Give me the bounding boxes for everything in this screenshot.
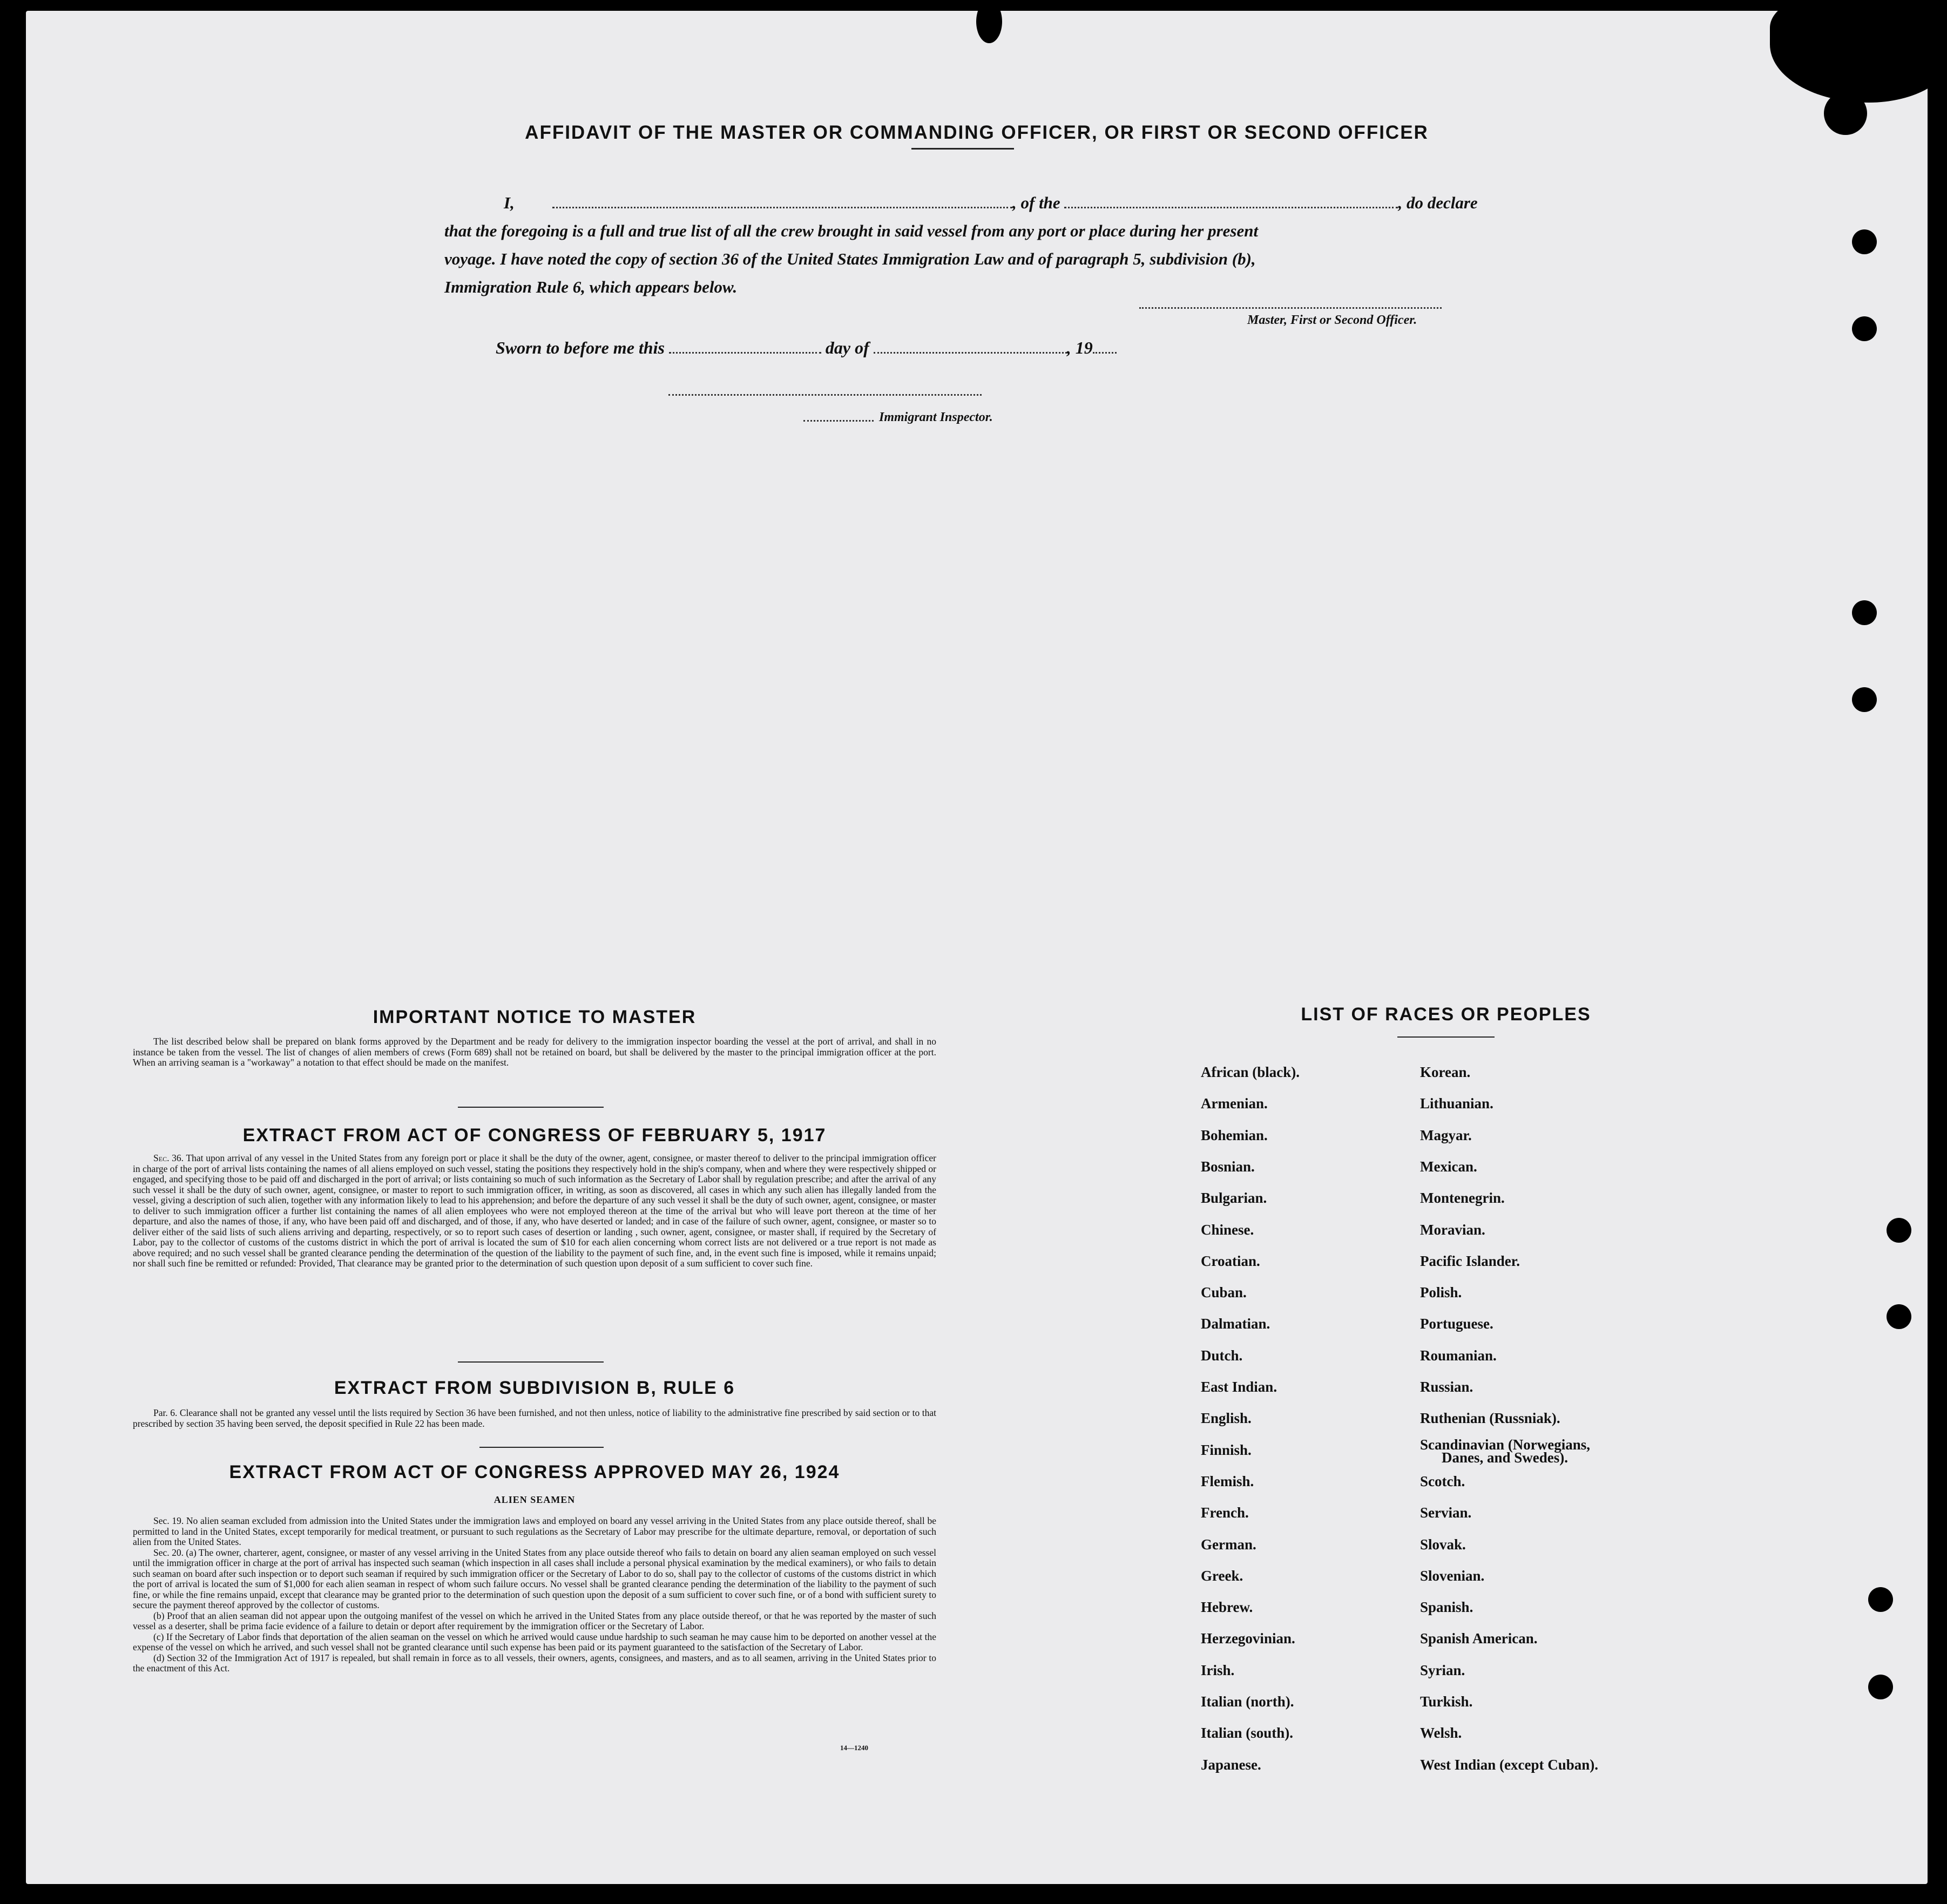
- notice-divider: [458, 1107, 604, 1108]
- affidavit-line-1: I, , of the , do declare: [504, 193, 1478, 212]
- punch-hole: [1887, 1218, 1911, 1243]
- title-divider: [911, 148, 1014, 150]
- affidavit-line-3: voyage. I have noted the copy of section 36 of the United States Immigration Law and of paragraph 5, subdivision (b),: [444, 249, 1256, 268]
- race-item: Scandinavian (Norwegians,: [1420, 1437, 1591, 1453]
- race-item: Mexican.: [1420, 1158, 1477, 1175]
- race-item: Croatian.: [1201, 1253, 1260, 1269]
- race-item: East Indian.: [1201, 1379, 1277, 1395]
- notice-text: The list described below shall be prepared on blank forms approved by the Department and be ready for delivery to the immigration inspector boarding the vessel at the port of arrival, and shall in no instance be taken from the vessel. The list of changes of alien members of crews (Form 689) shall not be retained on board, but shall be delivered by the master to the principal immigration officer at the port. When an arriving seaman is a "workaway" a notation to that effect should be made on the manifest.: [133, 1036, 936, 1068]
- race-item: Hebrew.: [1201, 1599, 1253, 1615]
- race-item: Armenian.: [1201, 1095, 1268, 1112]
- race-item: Syrian.: [1420, 1662, 1465, 1678]
- race-item: Bohemian.: [1201, 1127, 1268, 1143]
- extract-rule6-text: Par. 6. Clearance shall not be granted any vessel until the lists required by Section 36 have been furnished, and not then unless, notice of liability to the administrative fine prescribed by said section or to that prescribed by section 35 having been served, the deposit specified in Rule 22 has been made.: [133, 1407, 936, 1429]
- punch-hole: [1887, 1304, 1911, 1329]
- race-item: Spanish.: [1420, 1599, 1473, 1615]
- punch-hole: [1852, 316, 1877, 341]
- affidavit-line-2: that the foregoing is a full and true list of all the crew brought in said vessel from any port or place during her present: [444, 221, 1259, 240]
- torn-edge-top: [976, 0, 1002, 43]
- form-number: 14—1240: [840, 1744, 868, 1752]
- race-item: German.: [1201, 1536, 1256, 1553]
- master-signature-line[interactable]: [1139, 305, 1442, 309]
- sworn-day-blank[interactable]: [669, 345, 821, 354]
- extract-1917-divider: [458, 1361, 604, 1363]
- extract-1924-subtitle: ALIEN SEAMEN: [493, 1494, 576, 1505]
- race-item: Lithuanian.: [1420, 1095, 1493, 1112]
- race-item: Flemish.: [1201, 1473, 1254, 1489]
- race-item: Montenegrin.: [1420, 1190, 1505, 1206]
- race-item: Japanese.: [1201, 1757, 1261, 1773]
- punch-hole: [1868, 1587, 1893, 1612]
- punch-hole: [1852, 229, 1877, 254]
- extract-1924-title: EXTRACT FROM ACT OF CONGRESS APPROVED MAY 26, 1924: [229, 1462, 840, 1482]
- extract-1924-text: Sec. 19. No alien seaman excluded from admission into the United States under the immigration laws and employed on board any vessel arriving in the United States from any place outside thereof, shall be permitted to land in the United States, except temporarily for medical treatment, or pursuant to such regulations as the Secretary of Labor may prescribe for the ultimate departure, removal, or deportation of such alien from the United States. Sec. 20. (a) The owner, charterer, agent, consignee, or master of any vessel arriving in the United States from any place outside thereof who fails to detain on board any alien seaman employed on such vessel until the immigration officer in charge at the port of arrival has inspected such seaman (which inspection in all cases shall include a personal physical examination by the medical examiners), or who fails to detain such seaman on board after such inspection or to deport such seaman if required by such immigration officer or the Secretary of Labor to do so, shall pay to the collector of customs of the customs district in which the port of arrival is located the sum of $1,000 for each alien seaman in respect of whom such failure occurs. No vessel shall be granted clearance pending the determination of the liability to the payment of such fine, or while the fine remains unpaid, except that clearance may be granted prior to the determination of such question upon the deposit of a sum sufficient to cover such fine, or of a bond with sufficient surety to secure the payment thereof approved by the collector of customs. (b) Proof that an alien seaman did not appear upon the outgoing manifest of the vessel on which he arrived in the United States from any place outside thereof, or that he was reported by the master of such vessel as a deserter, shall be prima facie evidence of a failure to detain or deport after requirement by the immigration officer or the Secretary of Labor. (c) If the Secretary of Labor finds that deportation of the alien seaman on the vessel on which he arrived would cause undue hardship to such seaman he may cause him to be deported on another vessel at the expense of the vessel on which he arrived, and such vessel shall not be granted clearance until such expense has been paid or its payment guaranteed to the satisfaction of the Secretary of Labor. (d) Section 32 of the Immigration Act of 1917 is repealed, but shall remain in force as to all vessels, their owners, agents, consignees, and masters, and as to all seamen, arriving in the United States prior to the enactment of this Act.: [133, 1515, 936, 1673]
- race-item: Bulgarian.: [1201, 1190, 1267, 1206]
- race-item: French.: [1201, 1505, 1249, 1521]
- document-page: [26, 11, 1928, 1884]
- sworn-year-blank[interactable]: [1093, 345, 1117, 354]
- race-item: Dutch.: [1201, 1347, 1243, 1364]
- races-title: LIST OF RACES OR PEOPLES: [1301, 1004, 1591, 1025]
- race-item: Korean.: [1420, 1064, 1471, 1080]
- punch-hole: [1852, 687, 1877, 712]
- race-item: Turkish.: [1420, 1693, 1473, 1710]
- race-item: Irish.: [1201, 1662, 1235, 1678]
- torn-edge-top-right: [1770, 0, 1947, 103]
- extract-rule6-divider: [479, 1447, 604, 1448]
- extract-rule6-title: EXTRACT FROM SUBDIVISION B, RULE 6: [334, 1378, 735, 1398]
- extract-1917-title: EXTRACT FROM ACT OF CONGRESS OF FEBRUARY 5, 1917: [242, 1125, 827, 1146]
- races-divider: [1397, 1036, 1495, 1038]
- race-item: Portuguese.: [1420, 1316, 1493, 1332]
- inspector-label-leader: [803, 418, 874, 422]
- race-item: Greek.: [1201, 1568, 1243, 1584]
- notice-title: IMPORTANT NOTICE TO MASTER: [373, 1007, 697, 1027]
- affidavit-body: [444, 189, 1530, 301]
- race-item: West Indian (except Cuban).: [1420, 1757, 1599, 1773]
- race-item: Slovenian.: [1420, 1568, 1485, 1584]
- race-item: Scotch.: [1420, 1473, 1465, 1489]
- race-item: Servian.: [1420, 1505, 1472, 1521]
- race-item: Ruthenian (Russniak).: [1420, 1410, 1560, 1426]
- race-item: Moravian.: [1420, 1222, 1485, 1238]
- race-item: African (black).: [1201, 1064, 1300, 1080]
- race-item: Roumanian.: [1420, 1347, 1497, 1364]
- race-item: Italian (north).: [1201, 1693, 1294, 1710]
- race-item: Herzegovinian.: [1201, 1630, 1295, 1646]
- race-item: Dalmatian.: [1201, 1316, 1270, 1332]
- race-item: Spanish American.: [1420, 1630, 1538, 1646]
- race-item: English.: [1201, 1410, 1252, 1426]
- punch-hole: [1852, 600, 1877, 625]
- race-item: Bosnian.: [1201, 1158, 1255, 1175]
- extract-1917-text: Sec. 36. That upon arrival of any vessel in the United States from any foreign port or place it shall be the duty of the owner, agent, consignee, or master thereof to deliver to the principal immigration officer in charge of the port of arrival lists containing the names of all aliens employed on such vessel, stating the positions they respectively hold in the ship's company, when and where they were respectively shipped or engaged, and specifying those to be paid off and discharged in the port of arrival; or lists containing so much of such information as the Secretary of Labor shall by regulation prescribe; and after the arrival of any such vessel it shall be the duty of such owner, agent, consignee, or master to report to such immigration officer, in writing, as soon as discovered, all cases in which any such alien has illegally landed from the vessel, giving a description of such alien, together with any information likely to lead to his apprehension; and before the departure of any such vessel it shall be the duty of such owner, agent, consignee, or master to deliver to such immigration officer a further list containing the names of all alien employees who were not employed thereon at the time of the arrival but who will leave port thereon at the time of her departure, and also the names of those, if any, who have been paid off and discharged, and of those, if any, who have deserted or landed; and in case of the failure of such owner, agent, consignee, or master so to deliver either of the said lists of such aliens arriving and departing, respectively, or so to report such cases of desertion or landing , such owner, agent, consignee, or master shall, if required by the Secretary of Labor, pay to the collector of customs of the customs district in which the port of arrival is located the sum of $10 for each alien concerning whom correct lists are not delivered or a true report is not made as above required; and no such vessel shall be granted clearance pending the determination of the question of the liability to the payment of such fine, and, in the event such fine is imposed, while it remains unpaid; nor shall such fine be remitted or refunded: Provided, That clearance may be granted prior to the determination of such question upon deposit of a sum sufficient to cover such fine.: [133, 1153, 936, 1269]
- sworn-statement: Sworn to before me this day of , 19: [496, 338, 1117, 358]
- race-item: Slovak.: [1420, 1536, 1466, 1553]
- race-item: Russian.: [1420, 1379, 1473, 1395]
- race-item: Finnish.: [1201, 1442, 1252, 1458]
- race-item: Cuban.: [1201, 1284, 1247, 1300]
- race-item: Magyar.: [1420, 1127, 1472, 1143]
- inspector-signature-line[interactable]: [668, 392, 982, 396]
- vessel-blank[interactable]: [1064, 200, 1398, 208]
- race-item: Chinese.: [1201, 1222, 1254, 1238]
- race-scandinavian-continued: Danes, and Swedes).: [1442, 1449, 1569, 1466]
- inspector-label: Immigrant Inspector.: [879, 410, 993, 424]
- master-signature-label: Master, First or Second Officer.: [1247, 313, 1417, 327]
- sworn-month-blank[interactable]: [874, 345, 1067, 354]
- race-item: Pacific Islander.: [1420, 1253, 1520, 1269]
- race-item: Welsh.: [1420, 1725, 1462, 1741]
- race-item: Italian (south).: [1201, 1725, 1294, 1741]
- punch-hole: [1868, 1675, 1893, 1699]
- affidavit-line-4: Immigration Rule 6, which appears below.: [444, 277, 738, 296]
- name-blank[interactable]: [552, 200, 1012, 208]
- race-item: Polish.: [1420, 1284, 1462, 1300]
- affidavit-title: AFFIDAVIT OF THE MASTER OR COMMANDING OFFICER, OR FIRST OR SECOND OFFICER: [525, 122, 1429, 143]
